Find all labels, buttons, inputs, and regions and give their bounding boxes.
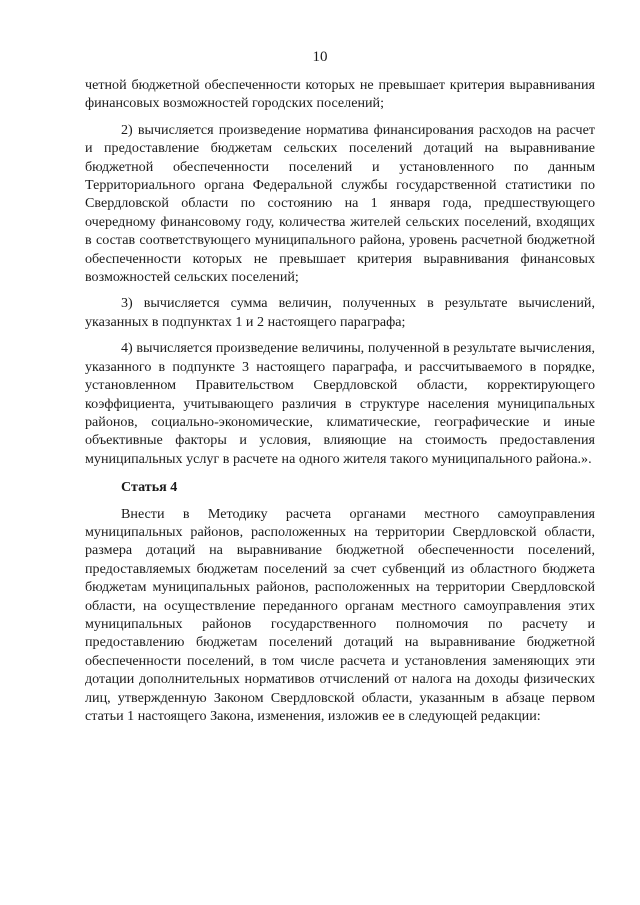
page-number: 10 xyxy=(312,49,328,65)
document-body xyxy=(85,76,595,725)
paragraph-item-4: 4) вычисляется произведение величины, полученной в результате вычисления, указанного в подпункте 3 настоящего параграфа, и рассчитываемого в порядке, установленном Правительством Свердловской области, корректирующего коэффициента, учитывающего различия в структуре населения муниципальных районов, социально-экономические, климатические, географические и иные объективные факторы и условия, влияющие на стоимость предоставления муниципальных услуг в расчете на одного жителя такого муниципального района.». xyxy=(85,340,595,467)
paragraph-item-2: 2) вычисляется произведение норматива финансирования расходов на расчет и предоставление бюджетам сельских поселений дотаций на выравнивание бюджетной обеспеченности поселений и установленного по данным Территориального органа Федеральной службы государственной статистики по Свердловской области по состоянию на 1 января года, предшествующего очередному финансовому году, количества жителей сельских поселений, входящих в состав соответствующего муниципального района, уровень расчетной бюджетной обеспеченности которых не превышает критерия выравнивания финансовых возможностей сельских поселений; xyxy=(85,121,595,286)
paragraph-item-3: 3) вычисляется сумма величин, полученных в результате вычислений, указанных в подпунктах 1 и 2 настоящего параграфа; xyxy=(85,295,595,330)
article-heading: Статья 4 xyxy=(121,479,178,496)
article-paragraph: Внести в Методику расчета органами местного самоуправления муниципальных районов, расположенных на территории Свердловской области, размера дотаций на выравнивание бюджетной обеспеченности поселений, предоставляемых бюджетам поселений за счет субвенций из областного бюджета бюджетам муниципальных районов, расположенных на территории Свердловской области, на осуществление переданного органам местного самоуправления этих муниципальных районов государственного полномочия по расчету и предоставлению бюджетам поселений дотаций на выравнивание бюджетной обеспеченности поселений, в том числе расчета и установления заменяющих эти дотации дополнительных нормативов отчислений от налога на доходы физических лиц, утвержденную Законом Свердловской области, указанным в абзаце первом статьи 1 настоящего Закона, изменения, изложив ее в следующей редакции: xyxy=(85,505,595,724)
paragraph-continuation: четной бюджетной обеспеченности которых не превышает критерия выравнивания финансовых возможностей городских поселений; xyxy=(85,77,595,112)
